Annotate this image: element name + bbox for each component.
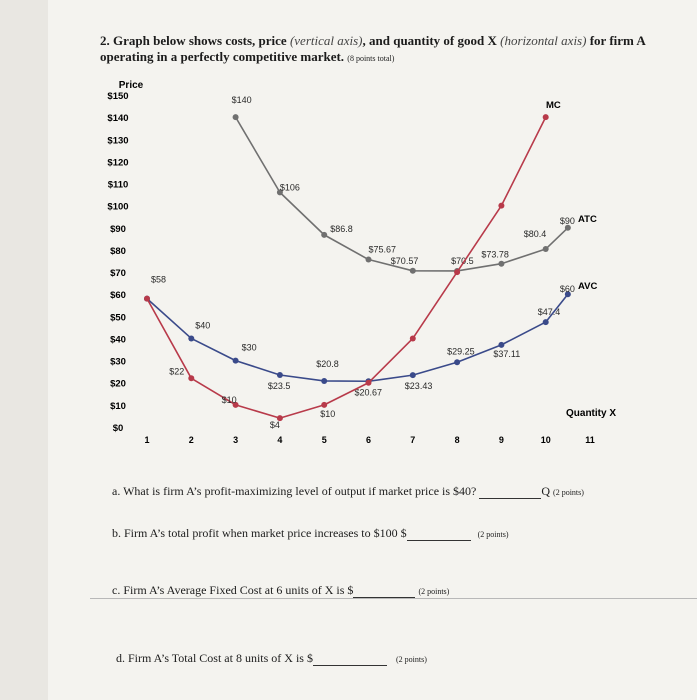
y-tick-label: $70 [110, 268, 126, 280]
data-label-mc: $22 [169, 366, 185, 377]
question-c [112, 583, 449, 598]
series-line-mc [147, 117, 546, 418]
data-label-avc: $20.8 [316, 358, 339, 369]
data-point-atc [233, 114, 239, 120]
heading-text-2: , and quantity of good X [362, 33, 501, 48]
question-d-answer-blank[interactable] [313, 665, 387, 666]
data-point-avc [498, 342, 504, 348]
heading-text-1: 2. Graph below shows costs, price [100, 33, 290, 48]
y-tick-label: $40 [110, 334, 126, 346]
x-tick-label: 10 [540, 435, 551, 445]
x-tick-label: 9 [498, 435, 504, 445]
heading-horizontal-axis: (horizontal axis) [500, 33, 587, 48]
data-label-mc: $10 [320, 408, 336, 419]
y-tick-label: $0 [112, 423, 124, 434]
data-label-avc: $60 [559, 284, 575, 295]
x-tick-label: 11 [585, 435, 595, 445]
y-tick-label: $140 [107, 113, 129, 125]
data-label-avc: $47.4 [537, 307, 561, 318]
y-tick-label: $60 [110, 290, 126, 302]
data-label-avc: $58 [151, 274, 167, 285]
series-line-avc [147, 294, 568, 381]
data-point-atc [410, 268, 416, 274]
question-a-answer-q: Q [541, 484, 551, 498]
curve-label-mc: MC [546, 100, 561, 111]
x-tick-label: 3 [233, 435, 239, 445]
y-tick-label: $50 [110, 312, 126, 324]
y-tick-label: $100 [107, 201, 129, 213]
section-divider [90, 598, 697, 599]
y-tick-label: $120 [107, 157, 129, 169]
data-point-mc [144, 296, 150, 302]
y-tick-label: $80 [110, 245, 126, 257]
x-axis-title: Quantity X [566, 408, 617, 419]
data-point-avc [188, 335, 194, 341]
data-label-atc: $86.8 [330, 223, 353, 234]
data-label-avc: $23.5 [267, 380, 291, 391]
data-point-mc [188, 375, 194, 381]
data-point-mc [321, 402, 327, 408]
data-label-mc: $4 [269, 420, 280, 431]
y-tick-label: $30 [110, 356, 126, 368]
data-point-atc [321, 232, 327, 238]
data-label-avc: $29.25 [447, 346, 475, 357]
y-tick-label: $20 [110, 378, 126, 390]
question-b-answer-blank[interactable] [407, 540, 471, 541]
data-point-avc [410, 372, 416, 378]
data-point-mc [454, 269, 460, 275]
x-tick-label: 1 [144, 435, 150, 445]
question-b-text: b. Firm A’s total profit when market price increases to $100 $ [112, 526, 407, 540]
y-tick-label: $10 [110, 400, 126, 412]
data-point-mc [410, 335, 416, 341]
curve-label-avc: AVC [578, 281, 598, 292]
x-tick-label: 5 [321, 435, 327, 445]
data-label-atc: $140 [231, 95, 252, 106]
question-b [112, 526, 509, 541]
data-label-atc: $106 [279, 182, 300, 193]
y-tick-label: $130 [107, 135, 129, 147]
data-point-avc [543, 319, 549, 325]
question-d-text: d. Firm A’s Total Cost at 8 units of X is $ [116, 651, 313, 665]
data-point-atc [498, 261, 504, 267]
y-tick-label: $110 [107, 179, 129, 191]
question-a-text: a. What is firm A’s profit-maximizing level of output if market price is $40? [112, 484, 477, 498]
data-label-avc: $40 [195, 320, 211, 331]
x-tick-label: 4 [277, 435, 283, 445]
x-tick-label: 7 [410, 435, 416, 445]
curve-label-atc: ATC [578, 214, 597, 225]
data-label-atc: $80.4 [523, 229, 547, 240]
heading-vertical-axis: (vertical axis) [289, 33, 363, 48]
data-point-mc [543, 114, 549, 120]
data-label-mc: $10 [221, 394, 237, 405]
question-a-answer-blank[interactable] [479, 498, 541, 499]
data-point-atc [366, 257, 372, 263]
y-axis-title: Price [118, 80, 144, 91]
data-point-avc [454, 359, 460, 365]
question-a [112, 484, 584, 499]
data-point-avc [321, 378, 327, 384]
question-d [116, 651, 427, 666]
data-point-avc [277, 372, 283, 378]
data-label-avc: $20.67 [354, 387, 383, 398]
x-tick-label: 2 [188, 435, 194, 445]
question-c-points: (2 points) [418, 587, 450, 596]
x-tick-label: 8 [454, 435, 460, 445]
x-tick-label: 6 [365, 435, 372, 445]
series-line-atc [236, 117, 568, 271]
data-label-atc: $70.57 [390, 255, 419, 266]
heading-text-4: operating in a perfectly competitive market. [100, 49, 345, 64]
heading-points: (8 points total) [347, 54, 395, 63]
data-point-avc [233, 358, 239, 364]
data-label-avc: $30 [241, 342, 257, 353]
data-point-atc [543, 246, 549, 252]
data-label-atc: $73.78 [481, 249, 509, 260]
question-d-points: (2 points) [395, 655, 427, 664]
data-label-atc: $70.5 [451, 255, 474, 266]
y-tick-label: $150 [107, 91, 129, 102]
question-a-points: (2 points) [553, 488, 584, 497]
question-b-points: (2 points) [477, 530, 509, 539]
data-point-mc [366, 380, 372, 386]
y-tick-label: $90 [110, 223, 126, 235]
heading-text-3: for firm A [586, 33, 646, 48]
data-label-avc: $37.11 [493, 348, 521, 359]
data-point-mc [498, 203, 504, 209]
question-c-text: c. Firm A’s Average Fixed Cost at 6 units of X is $ [112, 583, 354, 597]
data-label-atc: $90 [559, 215, 575, 226]
data-label-atc: $75.67 [368, 244, 397, 255]
data-label-avc: $23.43 [404, 381, 433, 392]
